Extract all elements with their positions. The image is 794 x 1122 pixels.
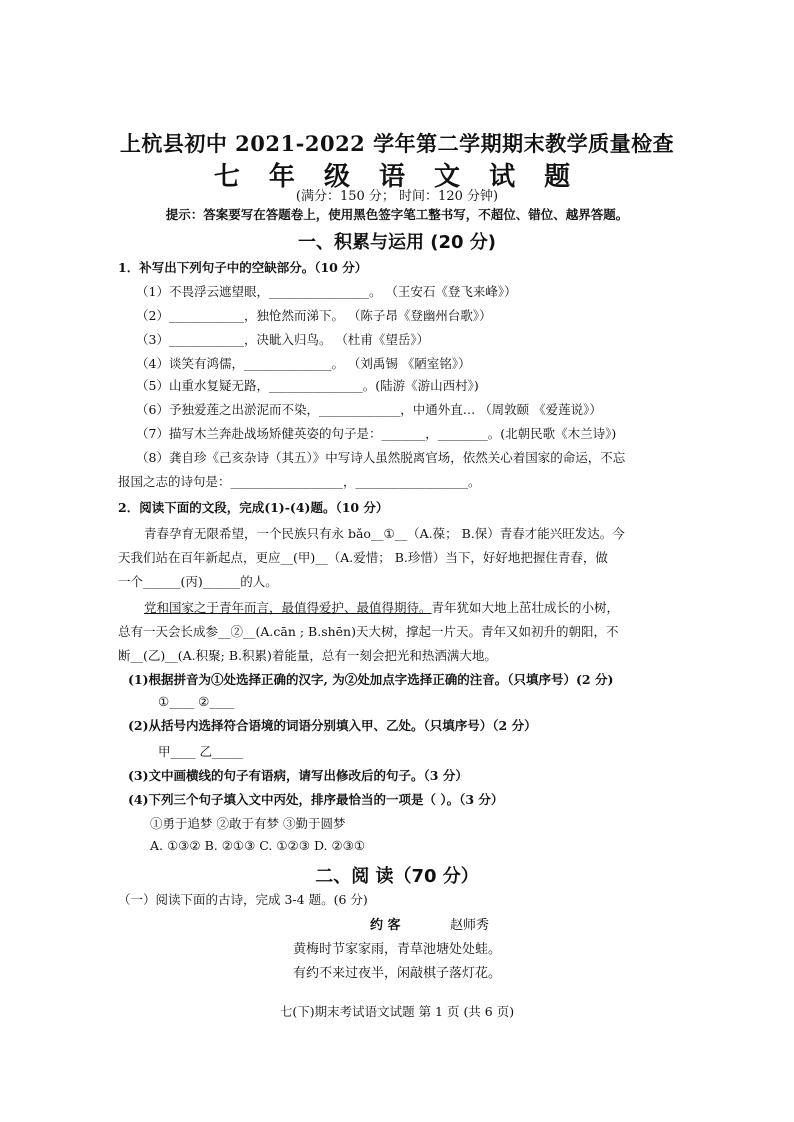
section2-title: 二、阅 读（70 分） (315, 866, 479, 887)
exam-tip: 提示：答案要写在答题卷上，使用黑色签字笔工整书写，不超位、错位、越界答题。 (165, 207, 629, 222)
q2-p1-line-2: 天我们站在百年新起点，更应__(甲)__（A.爱惜； B.珍惜）当下，好好地把握住青春，做 (118, 550, 608, 565)
q2-p1-line-3: 一个______(丙)______的人。 (118, 574, 278, 589)
q2-sub2-blanks: 甲____ 乙_____ (158, 744, 244, 759)
q2-sub4-options: A. ①③② B. ②①③ C. ①②③ D. ②③① (150, 838, 366, 853)
q2-sub1: (1)根据拼音为①处选择正确的汉字, 为②处加点字选择正确的注音。（只填序号）(2 分) (128, 672, 614, 687)
q1-line-6: （6）予独爱莲之出淤泥而不染，_____________，中通外直… （周敦颐 《爱莲说》） (136, 402, 602, 417)
q1-line-8: （8）龚自珍《己亥杂诗（其五）》中写诗人虽然脱离官场，依然关心着国家的命运，不忘 (136, 450, 626, 465)
q1-title: 1．补写出下列句子中的空缺部分。（10 分） (118, 260, 368, 275)
q2-p2-line-2: 总有一天会长成参__②__(A.cān ; B.shēn)天大树，撑起一片天。青年又如初升的朝阳，不 (118, 624, 619, 639)
q2-sub2: (2)从括号内选择符合语境的词语分别填入甲、乙处。（只填序号）（2 分） (128, 718, 537, 733)
exam-title: 上杭县初中 2021-2022 学年第二学期期末教学质量检查 (119, 131, 675, 156)
exam-meta: (满分：150 分； 时间：120 分钟) (295, 189, 499, 204)
page-footer: 七(下)期末考试语文试题 第 1 页 (共 6 页) (279, 1004, 515, 1019)
q2-sub3: (3)文中画横线的句子有语病，请写出修改后的句子。（3 分） (128, 768, 468, 783)
q1-line-5: （5）山重水复疑无路，_______________。(陆游《游山西村》) (136, 378, 479, 393)
q2-sub4: (4)下列三个句子填入文中丙处，排序最恰当的一项是（ ）。（3 分） (128, 792, 504, 807)
q2-p2-line-1 (144, 598, 619, 616)
q2-sub4-items: ①勇于追梦 ②敢于有梦 ③勤于圆梦 (150, 816, 346, 831)
poem-title: 约 客 (370, 918, 401, 933)
q1-line-9: 报国之志的诗句是：__________________，__________________。 (118, 474, 481, 489)
exam-subtitle: 七 年 级 语 文 试 题 (213, 162, 581, 192)
q2-underlined-sentence: 党和国家之于青年而言，最值得爱护、最值得期待。 (144, 600, 432, 615)
q1-line-2: （2）____________，独怆然而涕下。 （陈子昂《登幽州台歌》） (136, 308, 492, 323)
poem-author: 赵师秀 (450, 918, 490, 933)
poem-line-1: 黄梅时节家家雨，青草池塘处处蛙。 (292, 942, 501, 957)
q1-line-3: （3）____________，决眦入归鸟。 （杜甫《望岳》） (136, 332, 430, 347)
section2-part1: （一）阅读下面的古诗，完成 3-4 题。(6 分) (118, 892, 368, 907)
q2-sub1-blanks: ①____ ②____ (158, 694, 235, 709)
q1-line-1: （1）不畏浮云遮望眼，________________。 （王安石《登飞来峰》） (136, 284, 517, 299)
q1-line-7: （7）描写木兰奔赴战场矫健英姿的句子是：_______，________。(北朝民歌《木兰诗》) (136, 426, 617, 441)
q2-p2-rest: 青年犹如大地上茁壮成长的小树， (431, 600, 620, 615)
q1-line-4: （4）谈笑有鸿儒，______________。 （刘禹锡 《陋室铭》） (136, 356, 471, 371)
q2-p1-line-1: 青春孕育无限希望，一个民族只有永 bǎo__①__（A.葆； B.保）青春才能兴旺发达。今 (144, 526, 625, 541)
poem-line-2: 有约不来过夜半，闲敲棋子落灯花。 (292, 966, 501, 981)
q2-title: 2．阅读下面的文段，完成(1)-(4)题。（10 分） (118, 500, 389, 515)
q2-p2-line-3: 断__(乙)__(A.积聚; B.积累)着能量，总有一刻会把光和热洒满大地。 (118, 648, 497, 663)
section1-title: 一、积累与运用 (20 分) (297, 232, 497, 253)
